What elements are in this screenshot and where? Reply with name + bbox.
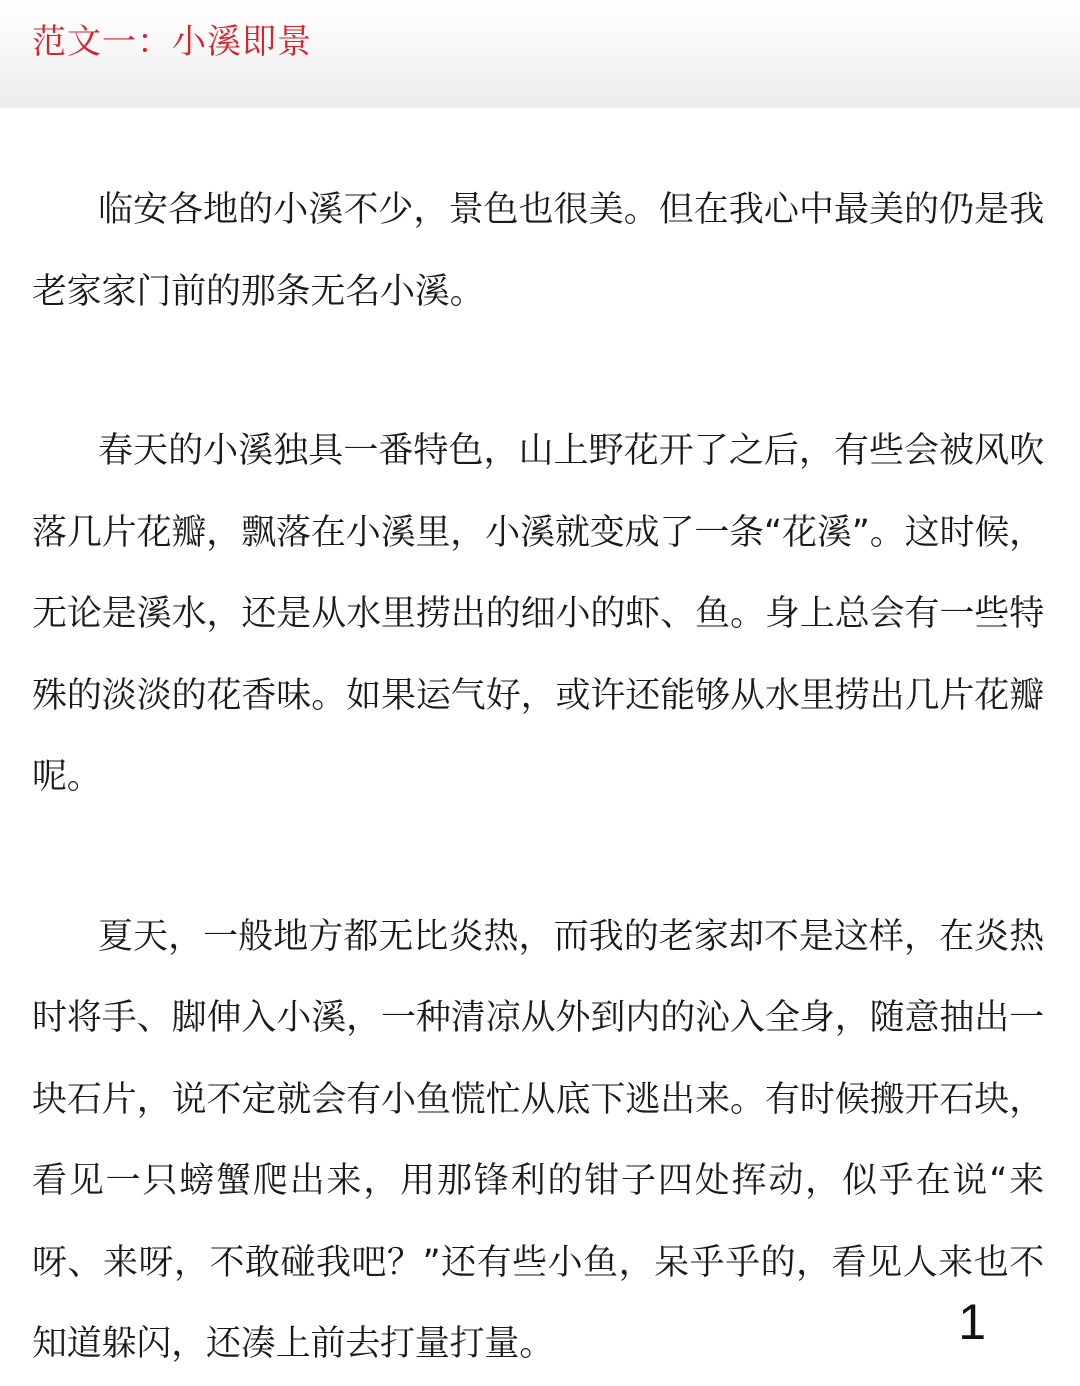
- paragraph-2: 春天的小溪独具一番特色，山上野花开了之后，有些会被风吹落几片花瓣，飘落在小溪里，小溪就变成了一条“花溪”。这时候，无论是溪水，还是从水里捞出的细小的虾、鱼。身上总会有一些特殊的淡淡的花香味。如果运气好，或许还能够从水里捞出几片花瓣呢。: [32, 431, 1044, 797]
- article-body: [32, 170, 1044, 1386]
- title-bar: [0, 0, 1080, 108]
- article-title: 范文一：小溪即景: [32, 22, 312, 62]
- paragraph-3: 夏天，一般地方都无比炎热，而我的老家却不是这样，在炎热时将手、脚伸入小溪，一种清凉从外到内的沁入全身，随意抽出一块石片，说不定就会有小鱼慌忙从底下逃出来。有时候搬开石块，看见一只螃蟹爬出来，用那锋利的钳子四处挥动，似乎在说“来呀、来呀，不敢碰我吧？”还有些小鱼，呆乎乎的，看见人来也不知道躲闪，还凑上前去打量打量。: [32, 916, 1044, 1364]
- page-number: 1: [958, 1294, 986, 1350]
- paragraph-1: 临安各地的小溪不少，景色也很美。但在我心中最美的仍是我老家家门前的那条无名小溪。: [32, 190, 1044, 312]
